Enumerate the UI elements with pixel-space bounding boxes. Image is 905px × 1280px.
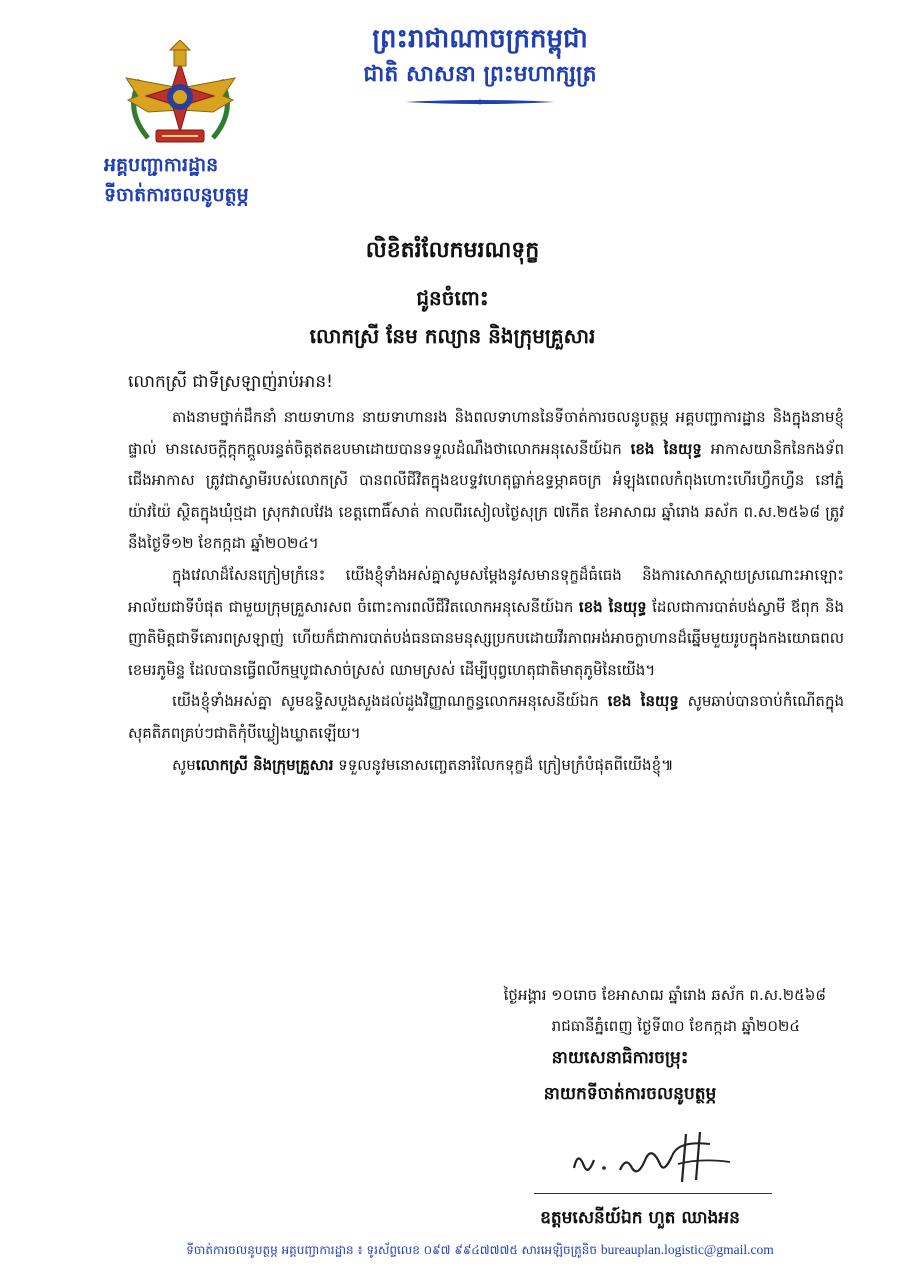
- handwritten-signature-icon: [560, 1120, 750, 1200]
- letter-recipient: លោកស្រី នែម កល្យាន និងក្រុមគ្រួសារ: [309, 324, 596, 348]
- recipient-name: លោកស្រី និងក្រុមគ្រួសារ: [195, 755, 334, 774]
- footer-text: ទីចាត់ការចលនូបត្ថម្ភ អគ្គបញ្ជាការដ្ឋាន ៖ ទូរស័ព្ទលេខ ០៩៧ ៩៩៤៧៧៧៥ សារអេឡិចត្រូនិច: [186, 1243, 601, 1257]
- divider-ornament-icon: [405, 96, 555, 108]
- letter-addressed-to: ជូនចំពោះ: [416, 286, 489, 310]
- deceased-name: ខេង នៃយុទ្ធ: [630, 439, 702, 458]
- body-text: ក្នុងវេលាដ៏សែនក្រៀមក្រំនេះ យើងខ្ញុំទាំងអស់គ្នាសូមសម្តែងនូវសមានទុក្ខដ៏ធំធេង និងការសោកស្តាយស្រណោះអាឡោះអាល័យជាទីបំផុត ជាមួយក្រុមគ្រួសារសព ចំពោះការពលីជីវិតលោកអនុសេនីយ៍ឯក: [128, 565, 844, 616]
- deceased-name: ខេង នៃយុទ្ធ: [607, 692, 679, 711]
- body-paragraph-2: [128, 560, 844, 686]
- military-emblem-icon: [118, 40, 243, 152]
- lunar-date: ថ្ងៃអង្គារ ១០រោច ខែអាសាឍ ឆ្នាំរោង ឆស័ក ព.ស.២៥៦៨: [503, 986, 826, 1004]
- footer-email-link[interactable]: bureauplan.logistic@gmail.com: [600, 1242, 774, 1257]
- signature-line: [534, 1193, 772, 1194]
- body-text: សូម: [172, 755, 196, 774]
- footer-contact: [60, 1240, 900, 1260]
- national-motto: ជាតិ សាសនា ព្រះមហាក្សត្រ: [363, 62, 597, 87]
- body-paragraph-4: [128, 750, 844, 782]
- letter-body: [128, 402, 844, 781]
- org-name-line1: អគ្គបញ្ជាការដ្ឋាន: [104, 154, 219, 176]
- signer-role-line2: នាយកទីចាត់ការចលនូបត្ថម្ភ: [543, 1084, 717, 1104]
- body-text: យើងខ្ញុំទាំងអស់គ្នា សូមឧទ្ទិសបួងសួងដល់ដួងវិញ្ញាណក្ខន្ធលោកអនុសេនីយ៍ឯក: [172, 692, 608, 711]
- body-text: សូមឆាប់បានចាប់កំណើតក្នុងសុគតិភពគ្រប់ៗជាតិកុំបីឃ្លៀងឃ្លាតឡើយ។: [128, 692, 844, 742]
- body-text: តាងនាមថ្នាក់ដឹកនាំ នាយទាហាន នាយទាហានរង និងពលទាហាននៃទីចាត់ការចលនូបត្ថម្ភ អគ្គបញ្ជាការដ្ឋាន និងក្នុងនាមខ្ញុំផ្ទាល់ មានសេចក្តីក្តុកក្តួលរន្ធត់ចិត្តឥតឧបមាដោយបានទទួលដំណឹងថាលោកអនុសេនីយ៍ឯក: [128, 408, 844, 458]
- org-name-line2: ទីចាត់ការចលនូបត្ថម្ភ: [104, 184, 249, 206]
- body-text: ទទួលនូវមនោសញ្ចេតនារំលែកទុក្ខដ៏ ក្រៀមក្រំបំផុតពីយើងខ្ញុំ៕: [333, 755, 674, 774]
- deceased-name: ខេង នៃយុទ្ធ: [578, 597, 647, 616]
- body-text: ដែលជាការបាត់បង់ស្វាមី ឪពុក និងញាតិមិត្តជាទីគោរពស្រឡាញ់ ហើយក៏ជាការបាត់បង់ធនធានមនុស្សប្រកបដោយវីរភាពអង់អាចក្លាហានដ៏ឆ្នើមមួយរូបក្នុងកងយោធពលខេមរភូមិន្ទ ដែលបានធ្វើពលីកម្មបូជាសាច់ស្រស់ ឈាមស្រស់ ដើម្បីបុព្វហេតុជាតិមាតុភូមិនៃយើង។: [128, 597, 844, 679]
- signer-role-line1: នាយសេនាធិការចម្រុះ: [551, 1048, 689, 1068]
- body-text: អាកាសយានិកនៃកងទ័ពជើងអាកាស ត្រូវជាស្វាមីរបស់លោកស្រី បានពលីជីវិតក្នុងឧបទ្ទវហេតុធ្លាក់ឧទ្ធម្ភាគចក្រ អំឡុងពេលកំពុងហោះហើរហ្វឹកហ្វឺន នៅភ្នំយ៉ាវយ៉ៃ ស្ថិតក្នុងឃុំថ្មដា ស្រុកវាលវែង ខេត្តពោធិ៍សាត់ កាលពីរសៀលថ្ងៃសុក្រ ៧កើត ខែអាសាឍ ឆ្នាំរោង ឆស័ក ព.ស.២៥៦៨ ត្រូវនឹងថ្ងៃទី១២ ខែកក្កដា ឆ្នាំ២០២៤។: [128, 439, 844, 553]
- kingdom-title: ព្រះរាជាណាចក្រកម្ពុជា: [372, 24, 588, 54]
- body-paragraph-1: [128, 402, 844, 560]
- solar-date: រាជធានីភ្នំពេញ ថ្ងៃទី៣០ ខែកក្កដា ឆ្នាំ២០២៤: [551, 1017, 800, 1035]
- body-paragraph-3: [128, 686, 844, 749]
- salutation: លោកស្រី ជាទីស្រឡាញ់រាប់អាន!: [128, 372, 333, 392]
- signer-name: ឧត្តមសេនីយ៍ឯក ហួត ឈាងអន: [540, 1208, 740, 1228]
- letter-title: លិខិតរំលែកមរណទុក្ខ: [365, 238, 540, 263]
